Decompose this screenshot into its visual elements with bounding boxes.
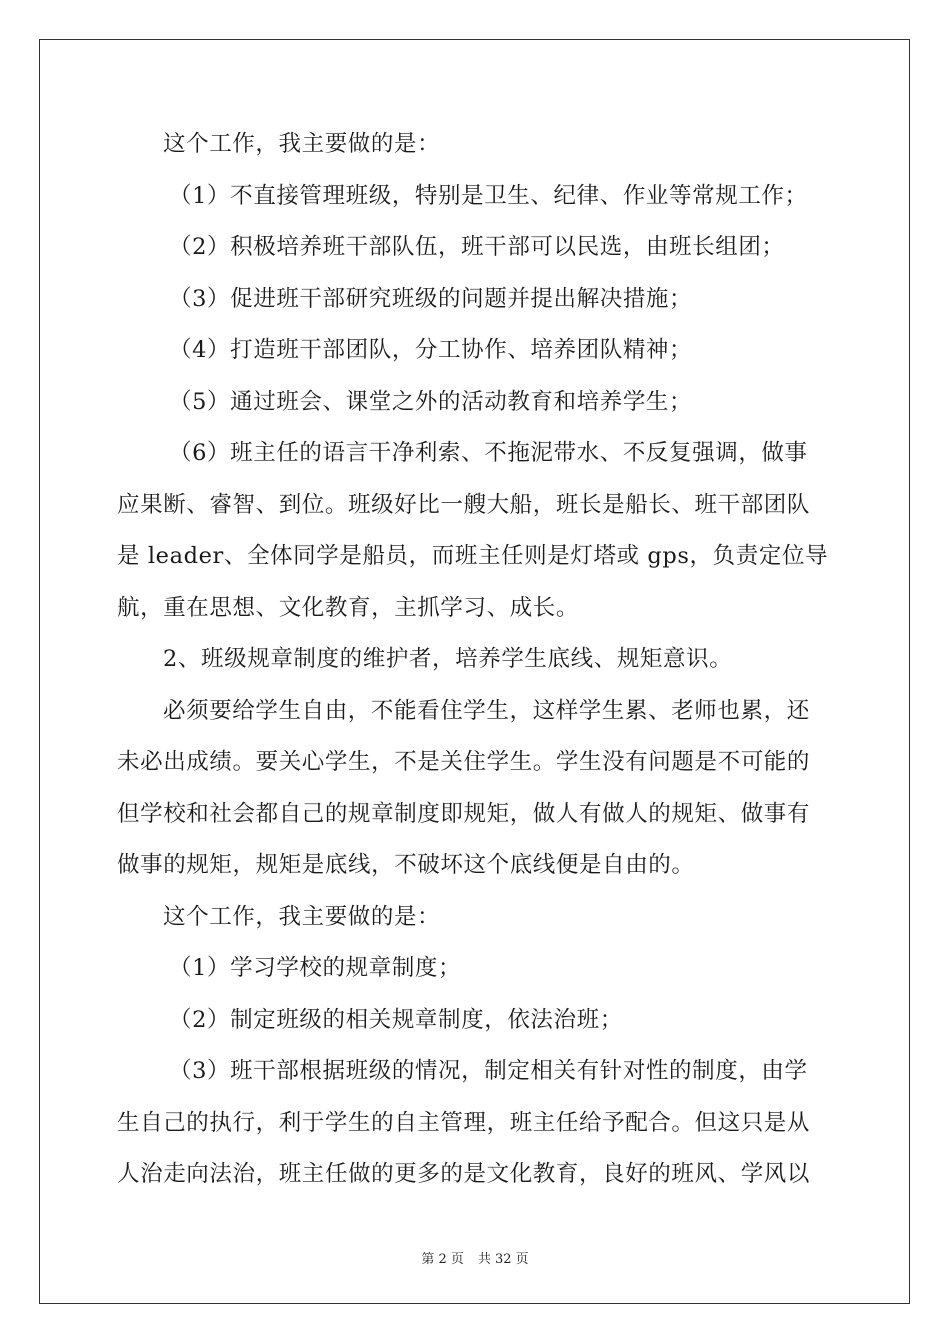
text-line: （6）班主任的语言干净利索、不拖泥带水、不反复强调，做事 bbox=[169, 440, 808, 466]
text-line: 生自己的执行，利于学生的自主管理，班主任给予配合。但这只是从 bbox=[117, 1109, 811, 1136]
page-total: 共 32 页 bbox=[477, 1252, 529, 1267]
document-body bbox=[117, 119, 833, 1201]
text-line: 应果断、睿智、到位。班级好比一艘大船，班长是船长、班干部团队 bbox=[117, 491, 811, 518]
text-line: （2）制定班级的相关规章制度，依法治班； bbox=[169, 1006, 623, 1033]
text-line: 人治走向法治，班主任做的更多的是文化教育，良好的班风、学风以 bbox=[117, 1161, 811, 1187]
text-line: 但学校和社会都自己的规章制度即规矩，做人有做人的规矩、做事有 bbox=[117, 800, 811, 827]
text-line: 2、班级规章制度的维护者，培养学生底线、规矩意识。 bbox=[163, 646, 733, 672]
text-line: （3）促进班干部研究班级的问题并提出解决措施； bbox=[169, 285, 693, 312]
text-line: （3）班干部根据班级的情况，制定相关有针对性的制度，由学 bbox=[169, 1058, 808, 1084]
text-line: （1）不直接管理班级，特别是卫生、纪律、作业等常规工作； bbox=[169, 182, 808, 209]
text-line: 这个工作，我主要做的是： bbox=[163, 131, 441, 157]
text-line: （5）通过班会、课堂之外的活动教育和培养学生； bbox=[169, 388, 693, 415]
page-number: 第 2 页 bbox=[421, 1252, 464, 1267]
text-line: 未必出成绩。要关心学生，不是关住学生。学生没有问题是不可能的 bbox=[117, 749, 811, 775]
text-line: （2）积极培养班干部队伍，班干部可以民选，由班长组团； bbox=[169, 234, 785, 260]
text-line: （1）学习学校的规章制度； bbox=[169, 955, 462, 981]
text-line: 这个工作，我主要做的是： bbox=[163, 903, 441, 930]
text-line: 做事的规矩，规矩是底线，不破坏这个底线便是自由的。 bbox=[117, 852, 695, 878]
text-line: 航，重在思想、文化教育，主抓学习、成长。 bbox=[117, 594, 580, 621]
page-footer bbox=[0, 1248, 950, 1267]
text-line: 必须要给学生自由，不能看住学生，这样学生累、老师也累，还 bbox=[163, 697, 810, 724]
text-line: 是 leader、全体同学是船员，而班主任则是灯塔或 gps，负责定位导 bbox=[117, 543, 829, 569]
text-line: （4）打造班干部团队，分工协作、培养团队精神； bbox=[169, 337, 693, 363]
